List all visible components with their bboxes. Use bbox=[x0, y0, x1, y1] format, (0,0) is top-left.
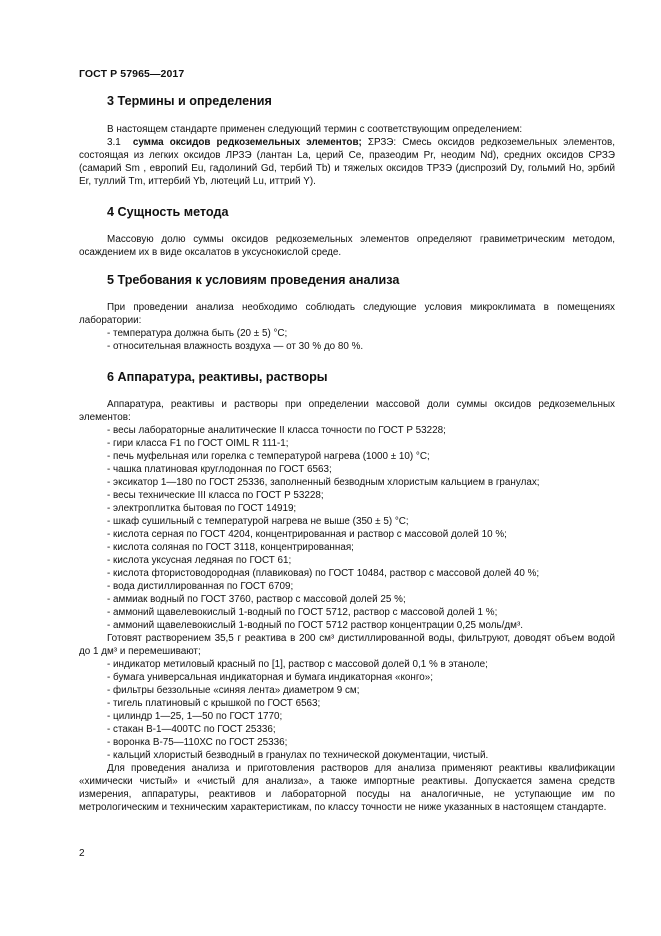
list-item: - кислота серная по ГОСТ 4204, концентрированная и раствор с массовой долей 10 %; bbox=[107, 529, 507, 540]
list-item: - весы лабораторные аналитические II класса точности по ГОСТ Р 53228; bbox=[107, 425, 446, 436]
list-item: - электроплитка бытовая по ГОСТ 14919; bbox=[107, 503, 297, 514]
list-item: - воронка В-75—110ХС по ГОСТ 25336; bbox=[107, 737, 288, 748]
list-item: - весы технические III класса по ГОСТ Р 53228; bbox=[107, 490, 324, 501]
list-item: - шкаф сушильный с температурой нагрева не выше (350 ± 5) °С; bbox=[107, 516, 409, 527]
section-5-text: При проведении анализа необходимо соблюдать следующие условия микроклимата в помещениях лаборатории: bbox=[79, 302, 615, 326]
list-item: - эксикатор 1—180 по ГОСТ 25336, заполненный безводным хлористым кальцием в гранулах; bbox=[107, 477, 540, 488]
list-item: - кислота уксусная ледяная по ГОСТ 61; bbox=[107, 555, 292, 566]
list-item: - чашка платиновая круглодонная по ГОСТ 6563; bbox=[107, 464, 332, 475]
list-item: - стакан В-1—400ТС по ГОСТ 25336; bbox=[107, 724, 276, 735]
list-item: - печь муфельная или горелка с температурой нагрева (1000 ± 10) °С; bbox=[107, 451, 430, 462]
section-5-title: 5 Требования к условиям проведения анализа bbox=[107, 273, 400, 287]
list-item: - аммоний щавелевокислый 1-водный по ГОСТ 5712 раствор концентрации 0,25 моль/дм³. bbox=[107, 620, 523, 631]
list-item: - фильтры беззольные «синяя лента» диаметром 9 см; bbox=[107, 685, 360, 696]
list-item: - относительная влажность воздуха — от 30 % до 80 %. bbox=[107, 341, 364, 352]
list-item: - температура должна быть (20 ± 5) °С; bbox=[107, 328, 288, 339]
equipment-list bbox=[79, 424, 615, 632]
section-3-title: 3 Термины и определения bbox=[107, 94, 272, 108]
term-number: 3.1 bbox=[107, 137, 121, 148]
section-6-closing: Для проведения анализа и приготовления растворов для анализа применяют реактивы квалификации «химически чистый» и «чистый для анализа», а также импортные реактивы. Допускается замена средств измерения, аппаратуры, реактивов и лабораторной посуды на аналогичные, не уступающие им по метрологическим и техническим характеристикам, по классу точности не ниже указанных в настоящем стандарте. bbox=[79, 763, 615, 813]
solution-preparation-text: Готовят растворением 35,5 г реактива в 200 см³ дистиллированной воды, фильтруют, доводят объем водой до 1 дм³ и перемешивают; bbox=[79, 633, 615, 657]
section-3-intro: В настоящем стандарте применен следующий термин с соответствующим определением: bbox=[107, 124, 523, 135]
list-item: - цилиндр 1—25, 1—50 по ГОСТ 1770; bbox=[107, 711, 283, 722]
section-4-text: Массовую долю суммы оксидов редкоземельных элементов определяют гравиметрическим методом, осаждением их в виде оксалатов в уксуснокислой среде. bbox=[79, 234, 615, 258]
list-item: - вода дистиллированная по ГОСТ 6709; bbox=[107, 581, 294, 592]
term-definition bbox=[79, 136, 615, 188]
section-6-title: 6 Аппаратура, реактивы, растворы bbox=[107, 370, 328, 384]
list-item: - бумага универсальная индикаторная и бумага индикаторная «конго»; bbox=[107, 672, 433, 683]
section-4-body bbox=[79, 233, 615, 259]
term-definition-text: Смесь оксидов редкоземельных элементов, состоящая из легких оксидов ЛРЗЭ (лантан La, церий Ce, празеодим Pr, неодим Nd), средних оксидов СРЗЭ (самарий Sm , европий Eu, гадолиний Gd, тербий Tb) и тяжелых оксидов ТРЗЭ (диспрозий Dy, гольмий Ho, эрбий Er, туллий Tm, иттербий Yb, лютеций Lu, иттрий Y). bbox=[79, 137, 615, 187]
list-item: - кислота соляная по ГОСТ 3118, концентрированная; bbox=[107, 542, 354, 553]
reagents-list bbox=[79, 658, 615, 762]
list-item: - тигель платиновый с крышкой по ГОСТ 6563; bbox=[107, 698, 321, 709]
document-header: ГОСТ Р 57965—2017 bbox=[79, 68, 185, 80]
section-5-list bbox=[79, 327, 615, 353]
list-item: - аммиак водный по ГОСТ 3760, раствор с массовой долей 25 %; bbox=[107, 594, 406, 605]
list-item: - индикатор метиловый красный по [1], раствор с массовой долей 0,1 % в этаноле; bbox=[107, 659, 488, 670]
list-item: - кальций хлористый безводный в гранулах по технической документации, чистый. bbox=[107, 750, 489, 761]
term-abbreviation: ΣРЗЭ: bbox=[367, 137, 397, 148]
section-3-body bbox=[79, 123, 615, 188]
section-4-title: 4 Сущность метода bbox=[107, 205, 229, 219]
section-6-body bbox=[79, 398, 615, 814]
section-6-intro: Аппаратура, реактивы и растворы при определении массовой доли суммы оксидов редкоземельных элементов: bbox=[79, 399, 615, 423]
page-number: 2 bbox=[79, 848, 85, 859]
section-5-body bbox=[79, 301, 615, 353]
list-item: - аммоний щавелевокислый 1-водный по ГОСТ 5712, раствор с массовой долей 1 %; bbox=[107, 607, 498, 618]
list-item: - гири класса F1 по ГОСТ OIML R 111-1; bbox=[107, 438, 289, 449]
term-name: сумма оксидов редкоземельных элементов; bbox=[132, 137, 362, 148]
list-item: - кислота фтористоводородная (плавиковая) по ГОСТ 10484, раствор с массовой долей 40 %; bbox=[107, 568, 540, 579]
